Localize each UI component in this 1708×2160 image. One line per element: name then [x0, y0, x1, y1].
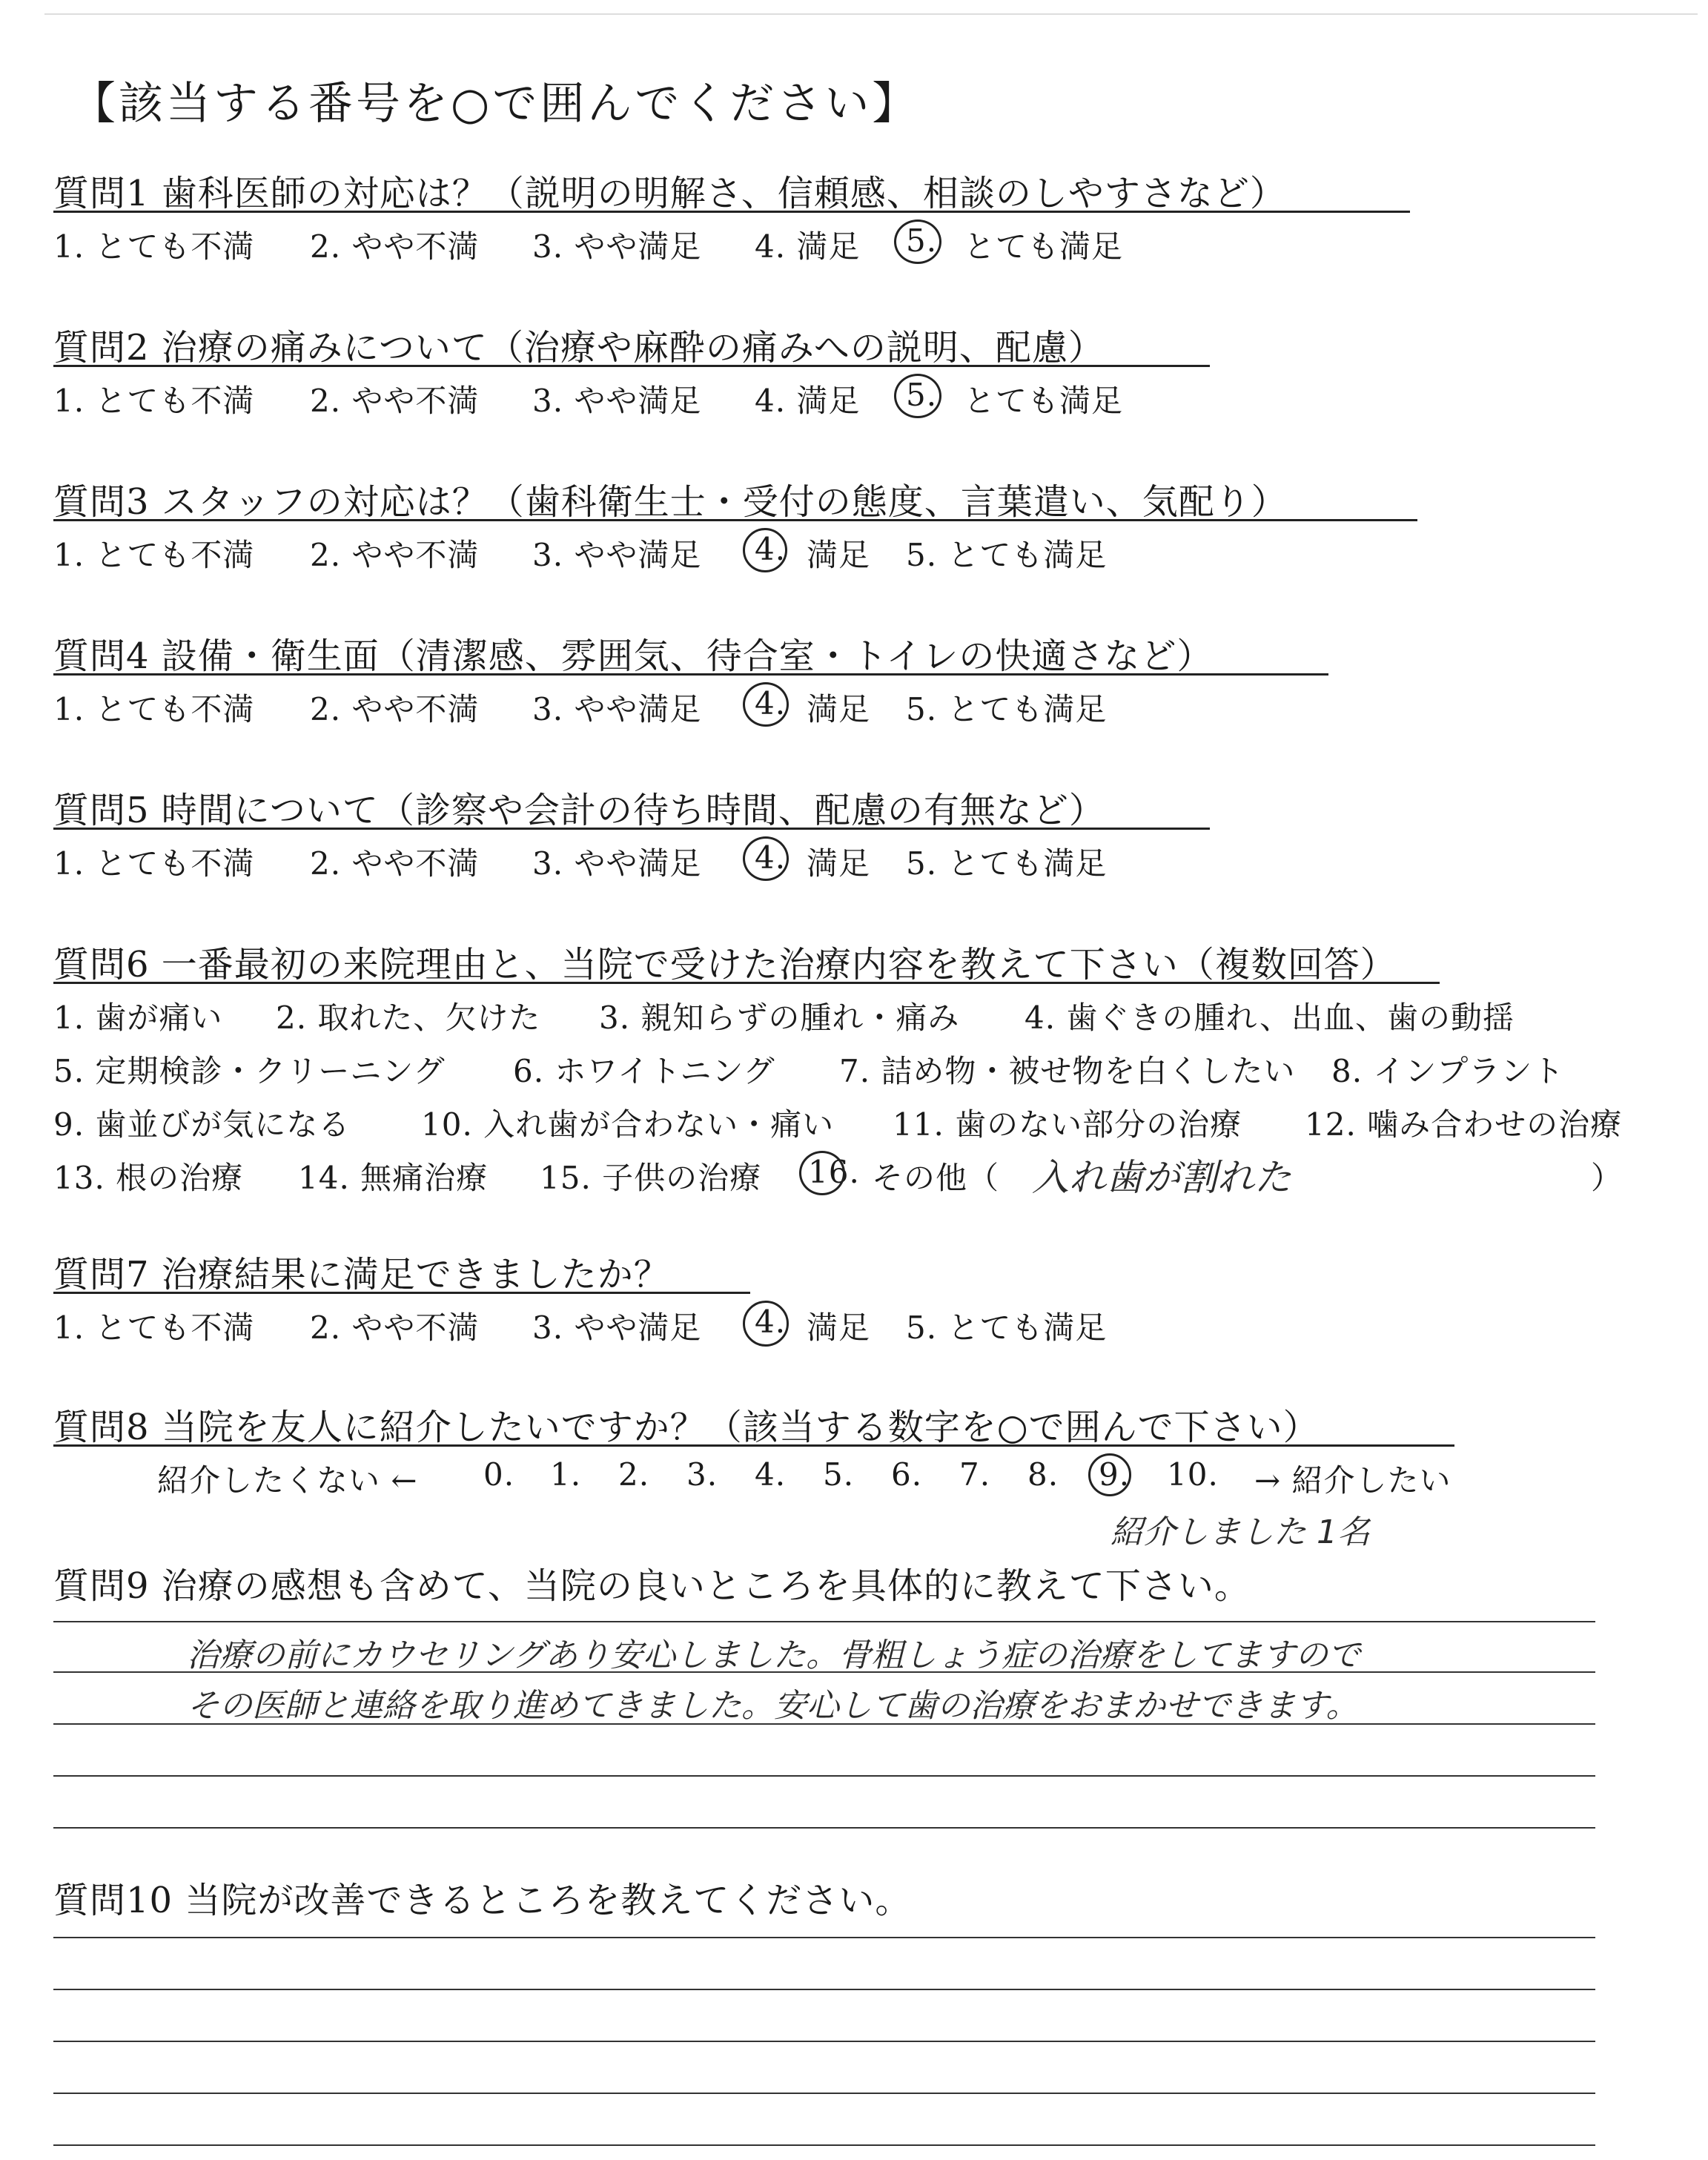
q5-opt1[interactable]: 1. とても不満 — [53, 845, 255, 882]
q3-selection-circle — [743, 528, 787, 572]
q3-opt4-label: 満足 — [807, 537, 871, 573]
q4-selection-circle — [743, 682, 789, 727]
q8-scale-9[interactable]: 9. — [1099, 1456, 1131, 1493]
q6-opt16-label: その他（ — [872, 1160, 1000, 1196]
q6-opt2[interactable]: 2. 取れた、欠けた — [276, 1000, 541, 1036]
q8-right-label: → 紹介したい — [1254, 1462, 1452, 1499]
q6-opt15[interactable]: 15. 子供の治療 — [540, 1160, 762, 1196]
q5-selection-circle — [743, 836, 789, 881]
q4-opt4-label: 満足 — [807, 691, 871, 727]
q7-underline — [53, 1292, 750, 1294]
q4-opt3[interactable]: 3. やや満足 — [532, 691, 702, 727]
scan-top-edge — [44, 13, 1698, 15]
q8-scale-4[interactable]: 4. — [755, 1456, 787, 1493]
q10-write-line-1 — [53, 1937, 1595, 1938]
q8-scale-8[interactable]: 8. — [1027, 1456, 1059, 1493]
q4-opt5[interactable]: 5. とても満足 — [906, 691, 1108, 727]
q2-opt5-label: とても満足 — [964, 383, 1124, 419]
q10-write-line-2 — [53, 1989, 1595, 1990]
q3-opt1[interactable]: 1. とても不満 — [53, 537, 255, 573]
q4-underline — [53, 673, 1328, 676]
q9-handwritten-line-1[interactable]: 治療の前にカウセリングあり安心しました。骨粗しょう症の治療をしてますので — [187, 1636, 1361, 1674]
q2-opt4[interactable]: 4. 満足 — [755, 383, 861, 419]
q8-label: 質問8 当院を友人に紹介したいですか？（該当する数字を○で囲んで下さい） — [53, 1407, 1320, 1448]
q6-opt12[interactable]: 12. 噛み合わせの治療 — [1305, 1106, 1623, 1143]
q1-opt4[interactable]: 4. 満足 — [755, 228, 861, 265]
q1-underline — [53, 211, 1410, 213]
q6-opt1[interactable]: 1. 歯が痛い — [53, 1000, 223, 1036]
q6-opt16-number[interactable]: 16. — [808, 1154, 860, 1190]
q10-label: 質問10 当院が改善できるところを教えてください。 — [53, 1880, 912, 1921]
q1-selection-circle — [894, 219, 941, 264]
q6-opt4[interactable]: 4. 歯ぐきの腫れ、出血、歯の動揺 — [1025, 1000, 1515, 1036]
q8-scale-2[interactable]: 2. — [618, 1456, 650, 1493]
q8-handwritten-note: 紹介しました 1名 — [1110, 1513, 1370, 1551]
q9-handwritten-line-2[interactable]: その医師と連絡を取り進めてきました。安心して歯の治療をおまかせできます。 — [187, 1687, 1359, 1725]
q4-opt2[interactable]: 2. やや不満 — [310, 691, 480, 727]
q10-write-line-4 — [53, 2093, 1595, 2094]
q3-label: 質問3 スタッフの対応は？（歯科衛生士・受付の態度、言葉遣い、気配り） — [53, 481, 1288, 523]
q9-write-line-1 — [53, 1621, 1595, 1622]
q2-opt2[interactable]: 2. やや不満 — [310, 383, 480, 419]
q8-scale-6[interactable]: 6. — [891, 1456, 923, 1493]
q2-opt3[interactable]: 3. やや満足 — [532, 383, 702, 419]
q9-write-line-4 — [53, 1775, 1595, 1777]
q7-opt5[interactable]: 5. とても満足 — [906, 1309, 1108, 1346]
q5-opt3[interactable]: 3. やや満足 — [532, 845, 702, 882]
q4-opt4-number[interactable]: 4. — [755, 685, 787, 721]
q5-underline — [53, 828, 1210, 830]
q1-label: 質問1 歯科医師の対応は？（説明の明解さ、信頼感、相談のしやすさなど） — [53, 173, 1286, 214]
q8-scale-0[interactable]: 0. — [483, 1456, 515, 1493]
q7-opt3[interactable]: 3. やや満足 — [532, 1309, 702, 1346]
q8-scale-7[interactable]: 7. — [959, 1456, 991, 1493]
q1-opt5-number[interactable]: 5. — [906, 222, 938, 259]
q7-selection-circle — [743, 1301, 789, 1347]
q8-scale-5[interactable]: 5. — [823, 1456, 855, 1493]
q6-other-close-paren: ） — [1591, 1160, 1623, 1196]
q10-write-line-3 — [53, 2041, 1595, 2042]
q8-scale-10[interactable]: 10. — [1167, 1456, 1219, 1493]
q6-label: 質問6 一番最初の来院理由と、当院で受けた治療内容を教えて下さい（複数回答） — [53, 944, 1397, 985]
page-title: 【該当する番号を○で囲んでください】 — [71, 78, 920, 130]
q6-opt9[interactable]: 9. 歯並びが気になる — [53, 1106, 351, 1143]
q6-selection-circle — [799, 1151, 845, 1195]
q7-opt4-label: 満足 — [807, 1309, 871, 1346]
q8-scale-1[interactable]: 1. — [550, 1456, 582, 1493]
q6-opt5[interactable]: 5. 定期検診・クリーニング — [53, 1053, 446, 1089]
q9-label: 質問9 治療の感想も含めて、当院の良いところを具体的に教えて下さい。 — [53, 1565, 1251, 1607]
q6-underline — [53, 982, 1440, 984]
q6-other-handwritten[interactable]: 入れ歯が割れた — [1032, 1156, 1291, 1199]
q1-opt2[interactable]: 2. やや不満 — [310, 228, 480, 265]
q6-opt13[interactable]: 13. 根の治療 — [53, 1160, 244, 1196]
q6-opt8[interactable]: 8. インプラント — [1331, 1053, 1565, 1089]
q3-underline — [53, 519, 1417, 521]
q3-opt2[interactable]: 2. やや不満 — [310, 537, 480, 573]
q2-underline — [53, 365, 1210, 367]
q5-opt4-number[interactable]: 4. — [755, 839, 787, 876]
q1-opt1[interactable]: 1. とても不満 — [53, 228, 255, 265]
q7-label: 質問7 治療結果に満足できましたか？ — [53, 1254, 670, 1295]
q5-opt4-label: 満足 — [807, 845, 871, 882]
q3-opt4-number[interactable]: 4. — [755, 531, 787, 567]
q4-label: 質問4 設備・衛生面（清潔感、雰囲気、待合室・トイレの快適さなど） — [53, 635, 1214, 677]
q6-opt11[interactable]: 11. 歯のない部分の治療 — [893, 1106, 1242, 1143]
q6-opt7[interactable]: 7. 詰め物・被せ物を白くしたい — [839, 1053, 1296, 1089]
q8-selection-circle — [1088, 1453, 1131, 1496]
q8-scale-3[interactable]: 3. — [686, 1456, 718, 1493]
q2-selection-circle — [894, 374, 941, 418]
q7-opt1[interactable]: 1. とても不満 — [53, 1309, 255, 1346]
q10-write-line-5 — [53, 2144, 1595, 2146]
q5-opt2[interactable]: 2. やや不満 — [310, 845, 480, 882]
q1-opt5-label: とても満足 — [964, 228, 1124, 265]
q2-opt1[interactable]: 1. とても不満 — [53, 383, 255, 419]
q6-opt14[interactable]: 14. 無痛治療 — [298, 1160, 489, 1196]
q2-label: 質問2 治療の痛みについて（治療や麻酔の痛みへの説明、配慮） — [53, 327, 1105, 369]
q8-underline — [53, 1444, 1454, 1447]
q5-opt5[interactable]: 5. とても満足 — [906, 845, 1108, 882]
q4-opt1[interactable]: 1. とても不満 — [53, 691, 255, 727]
q6-opt3[interactable]: 3. 親知らずの腫れ・痛み — [599, 1000, 960, 1036]
q6-opt6[interactable]: 6. ホワイトニング — [513, 1053, 775, 1089]
q7-opt2[interactable]: 2. やや不満 — [310, 1309, 480, 1346]
q8-left-label: 紹介したくない ← — [157, 1462, 418, 1499]
q5-label: 質問5 時間について（診察や会計の待ち時間、配慮の有無など） — [53, 790, 1105, 831]
q3-opt5[interactable]: 5. とても満足 — [906, 537, 1108, 573]
q9-write-line-5 — [53, 1827, 1595, 1829]
q1-opt3[interactable]: 3. やや満足 — [532, 228, 702, 265]
q6-opt10[interactable]: 10. 入れ歯が合わない・痛い — [421, 1106, 835, 1143]
q3-opt3[interactable]: 3. やや満足 — [532, 537, 702, 573]
q7-opt4-number[interactable]: 4. — [755, 1304, 787, 1340]
q2-opt5-number[interactable]: 5. — [906, 377, 938, 413]
